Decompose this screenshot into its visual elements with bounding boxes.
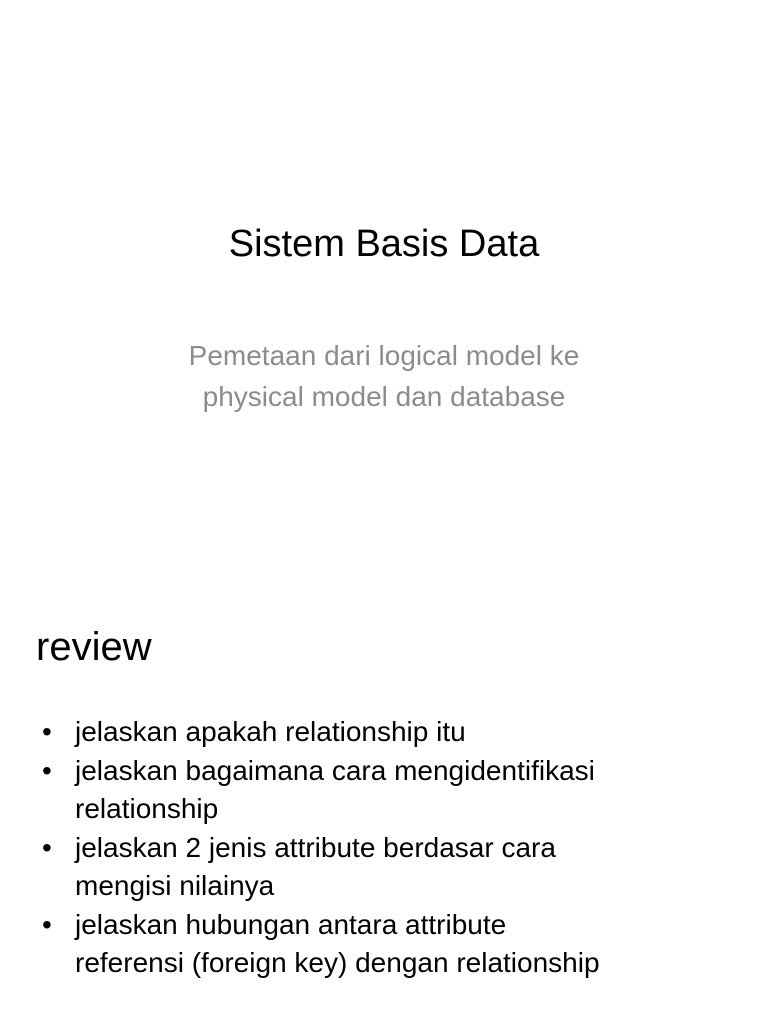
bullet-text: jelaskan apakah relationship itu (75, 716, 466, 747)
bullet-text: mengisi nilainya (75, 870, 275, 901)
bullet-text: relationship (75, 793, 219, 824)
bullet-icon: • (42, 908, 52, 940)
slide-subtitle (134, 335, 634, 417)
bullet-icon: • (42, 716, 52, 747)
bullet-item (36, 713, 736, 752)
subtitle-line: Pemetaan dari logical model ke (188, 340, 580, 371)
slide-heading: review (36, 625, 152, 669)
bullet-icon: • (42, 831, 52, 863)
bullet-item (36, 829, 736, 906)
bullet-text: jelaskan bagaimana cara mengidentifikasi (75, 754, 595, 786)
bullet-item (36, 752, 736, 829)
slide-title: Sistem Basis Data (228, 223, 540, 265)
subtitle-line: physical model dan database (202, 381, 566, 412)
bullet-text: referensi (foreign key) dengan relationship (75, 947, 600, 978)
bullet-item (36, 906, 736, 983)
bullet-icon: • (42, 754, 52, 786)
bullet-list (36, 713, 736, 983)
review-slide (0, 576, 768, 1024)
bullet-text: jelaskan hubungan antara attribute (75, 908, 507, 940)
bullet-text: jelaskan 2 jenis attribute berdasar cara (75, 831, 556, 863)
